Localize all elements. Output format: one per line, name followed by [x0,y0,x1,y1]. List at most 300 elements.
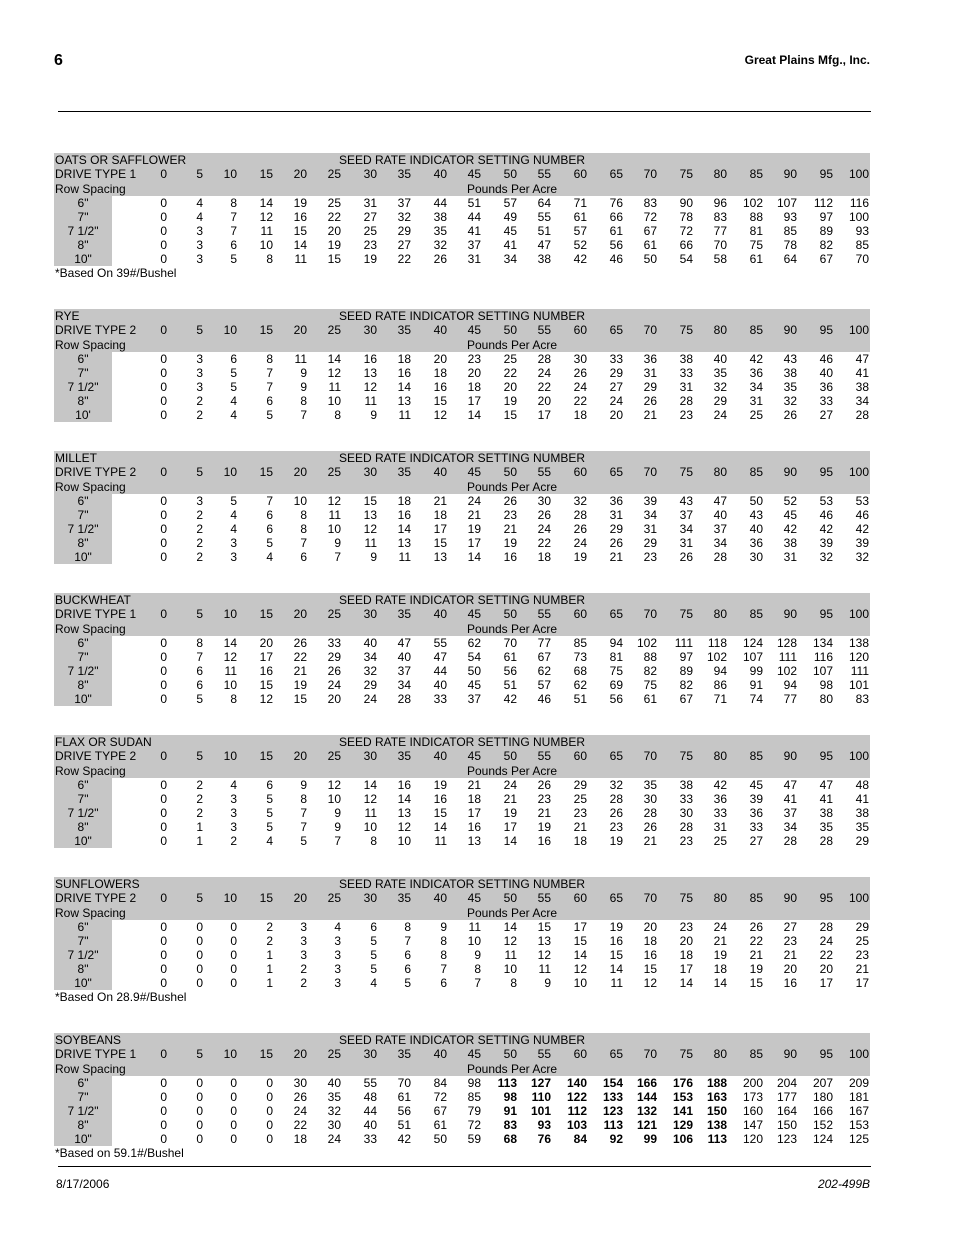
rate-value: 32 [397,210,411,224]
rate-value: 138 [848,636,869,650]
rate-value: 76 [537,1132,551,1146]
table-row [54,678,870,692]
rate-value: 19 [609,920,623,934]
row-spacing-row [54,182,870,196]
rate-value: 5 [404,976,411,990]
rate-value: 160 [742,1104,763,1118]
row-spacing-label: Row Spacing [55,338,126,352]
rate-value: 58 [713,252,727,266]
rate-value: 13 [537,934,551,948]
rate-value: 20 [643,920,657,934]
table-row [54,550,870,564]
rate-value: 33 [819,394,833,408]
rate-value: 22 [503,366,517,380]
rate-value: 0 [160,550,167,564]
rate-value: 28 [537,352,551,366]
setting-number: 55 [537,323,551,337]
rate-value: 26 [327,664,341,678]
rate-value: 18 [397,494,411,508]
rate-value: 10 [327,394,341,408]
rate-value: 0 [230,1076,237,1090]
rate-value: 4 [334,920,341,934]
setting-number: 80 [713,465,727,479]
rate-value: 0 [160,934,167,948]
rate-value: 22 [327,210,341,224]
setting-number: 20 [293,749,307,763]
row-spacing-value: 6" [54,778,112,792]
rate-value: 20 [783,962,797,976]
rate-value: 7 [474,976,481,990]
rate-value: 17 [259,650,273,664]
rate-value: 34 [713,536,727,550]
rate-value: 22 [293,1118,307,1132]
rate-value: 116 [813,650,833,664]
rate-value: 17 [433,522,447,536]
rate-value: 107 [776,196,797,210]
setting-number: 100 [848,891,869,905]
rate-value: 55 [537,210,551,224]
rate-value: 61 [573,210,587,224]
rate-value: 110 [531,1090,551,1104]
rate-value: 64 [783,252,797,266]
rate-value: 0 [160,1090,167,1104]
rate-value: 0 [160,806,167,820]
rate-value: 14 [327,352,341,366]
setting-number: 90 [783,891,797,905]
rate-value: 6 [404,948,411,962]
rate-value: 36 [713,792,727,806]
setting-number: 80 [713,607,727,621]
setting-number: 15 [259,607,273,621]
rate-value: 0 [160,366,167,380]
rate-value: 21 [643,408,657,422]
rate-value: 0 [160,1104,167,1118]
rate-value: 15 [537,920,551,934]
rate-value: 0 [160,522,167,536]
setting-number: 100 [848,1047,869,1061]
rate-value: 25 [573,792,587,806]
rate-value: 9 [334,820,341,834]
setting-number: 95 [819,891,833,905]
rate-value: 0 [266,1132,273,1146]
rate-value: 3 [334,962,341,976]
rate-value: 48 [363,1090,377,1104]
rate-value: 112 [813,196,833,210]
setting-number: 60 [573,891,587,905]
rate-value: 14 [609,962,623,976]
rate-value: 31 [679,380,693,394]
setting-number: 75 [679,749,693,763]
rate-value: 15 [433,806,447,820]
rate-value: 13 [363,508,377,522]
rate-value: 56 [397,1104,411,1118]
setting-number: 85 [749,323,763,337]
row-spacing-label: Row Spacing [55,906,126,920]
rate-value: 88 [643,650,657,664]
setting-number: 85 [749,607,763,621]
rate-value: 75 [749,238,763,252]
rate-value: 2 [196,778,203,792]
rate-value: 6 [404,962,411,976]
rate-value: 28 [643,806,657,820]
rate-value: 147 [742,1118,763,1132]
rate-value: 3 [230,536,237,550]
drive-type: DRIVE TYPE 1 [55,1047,137,1061]
rate-value: 35 [783,380,797,394]
rate-value: 11 [364,806,377,820]
rate-value: 51 [467,196,481,210]
rate-value: 14 [433,820,447,834]
rate-value: 72 [433,1090,447,1104]
rate-value: 13 [397,394,411,408]
rate-value: 35 [433,224,447,238]
rate-value: 29 [573,778,587,792]
rate-value: 0 [160,834,167,848]
rate-value: 0 [160,508,167,522]
rate-value: 14 [573,948,587,962]
rate-value: 61 [433,1118,447,1132]
rate-value: 6 [266,508,273,522]
company-name: Great Plains Mfg., Inc. [744,53,870,67]
rate-value: 3 [300,948,307,962]
rate-value: 77 [713,224,727,238]
rate-value: 21 [433,494,447,508]
setting-number: 25 [327,749,341,763]
header-rule [58,111,871,112]
rate-value: 96 [713,196,727,210]
rate-value: 68 [573,664,587,678]
rate-value: 32 [433,238,447,252]
rate-value: 17 [537,408,551,422]
crop-name: SOYBEANS [55,1033,122,1047]
rate-value: 5 [266,806,273,820]
rate-value: 98 [819,678,833,692]
setting-number: 70 [643,607,657,621]
rate-value: 1 [196,820,203,834]
rate-value: 53 [855,494,869,508]
table-row [54,380,870,394]
rate-value: 75 [609,664,623,678]
table-row [54,792,870,806]
setting-number: 50 [503,465,517,479]
rate-value: 0 [160,1118,167,1132]
rate-value: 10 [327,522,341,536]
rate-value: 7 [440,962,447,976]
row-spacing-value: 6" [54,920,112,934]
rate-value: 85 [855,238,869,252]
rate-value: 150 [706,1104,727,1118]
rate-value: 31 [609,508,623,522]
rate-value: 0 [196,948,203,962]
rate-value: 34 [503,252,517,266]
setting-number: 35 [397,167,411,181]
rate-value: 46 [537,692,551,706]
setting-number: 0 [160,607,167,621]
rate-value: 188 [706,1076,727,1090]
rate-value: 107 [812,664,833,678]
rate-value: 82 [679,678,693,692]
setting-number: 85 [749,465,763,479]
rate-value: 12 [573,962,587,976]
rate-value: 7 [300,820,307,834]
drive-type-row [54,323,870,338]
rate-value: 17 [679,962,693,976]
rate-value: 98 [503,1090,517,1104]
rate-value: 19 [293,678,307,692]
setting-number: 95 [819,749,833,763]
pounds-per-acre-label: Pounds Per Acre [466,480,558,494]
rate-value: 29 [643,380,657,394]
rate-value: 42 [713,778,727,792]
rate-value: 5 [196,692,203,706]
rate-value: 14 [713,976,727,990]
rate-value: 14 [397,792,411,806]
crop-header-row [54,451,870,465]
crop-name: MILLET [55,451,98,465]
rate-value: 11 [328,508,341,522]
rate-value: 36 [749,806,763,820]
row-spacing-value: 10' [54,408,112,422]
rate-value: 42 [819,522,833,536]
rate-value: 15 [293,692,307,706]
rate-value: 30 [749,550,763,564]
rate-value: 12 [259,210,273,224]
rate-value: 16 [783,976,797,990]
drive-type-row [54,607,870,622]
setting-number: 25 [327,323,341,337]
rate-value: 3 [196,238,203,252]
rate-value: 113 [707,1132,727,1146]
rate-value: 21 [643,834,657,848]
drive-type: DRIVE TYPE 2 [55,749,137,763]
rate-value: 7 [300,536,307,550]
rate-value: 54 [467,650,481,664]
row-spacing-value: 10" [54,692,112,706]
rate-value: 28 [819,834,833,848]
rate-value: 2 [196,522,203,536]
rate-value: 72 [643,210,657,224]
rate-value: 81 [749,224,763,238]
rate-value: 21 [467,778,481,792]
rate-value: 8 [300,792,307,806]
rate-value: 30 [643,792,657,806]
rate-value: 28 [573,508,587,522]
setting-number: 25 [327,607,341,621]
rate-value: 2 [196,536,203,550]
rate-value: 11 [260,224,273,238]
rate-value: 73 [573,650,587,664]
rate-value: 46 [819,508,833,522]
rate-value: 13 [397,536,411,550]
rate-value: 38 [855,806,869,820]
rate-value: 28 [679,394,693,408]
table-row [54,778,870,792]
rate-value: 72 [467,1118,481,1132]
rate-value: 26 [573,366,587,380]
crop-table [54,1033,870,1160]
rate-value: 21 [537,806,551,820]
rate-value: 12 [433,408,447,422]
rate-value: 2 [196,806,203,820]
footer-date: 8/17/2006 [56,1177,110,1191]
row-spacing-value: 10" [54,834,112,848]
pounds-per-acre-label: Pounds Per Acre [466,1062,558,1076]
table-row [54,352,870,366]
rate-value: 37 [679,508,693,522]
rate-value: 15 [433,394,447,408]
rate-value: 5 [370,934,377,948]
rate-value: 51 [573,692,587,706]
rate-value: 2 [196,508,203,522]
rate-value: 46 [609,252,623,266]
setting-number: 95 [819,1047,833,1061]
crop-table [54,593,870,706]
rate-value: 11 [328,380,341,394]
row-spacing-row [54,1062,870,1076]
rate-value: 29 [327,650,341,664]
setting-number: 95 [819,323,833,337]
rate-value: 50 [749,494,763,508]
rate-value: 163 [706,1090,727,1104]
rate-value: 30 [327,1118,341,1132]
rate-value: 21 [293,664,307,678]
table-row [54,934,870,948]
rate-value: 0 [160,238,167,252]
rate-value: 102 [742,196,763,210]
row-spacing-value: 8" [54,536,112,550]
rate-value: 50 [643,252,657,266]
rate-value: 34 [397,678,411,692]
rate-value: 24 [327,678,341,692]
drive-type-row [54,749,870,764]
rate-value: 0 [160,962,167,976]
setting-number: 30 [363,323,377,337]
rate-value: 8 [300,508,307,522]
rate-value: 18 [433,366,447,380]
setting-number: 65 [609,749,623,763]
rate-value: 134 [812,636,833,650]
bushel-weight-note: *Based on 59.1#/Bushel [55,1146,184,1160]
rate-value: 11 [504,948,517,962]
rate-value: 23 [643,550,657,564]
table-row [54,1090,870,1104]
rate-value: 35 [713,366,727,380]
table-row [54,664,870,678]
rate-value: 86 [713,678,727,692]
table-row [54,252,870,266]
row-spacing-value: 10" [54,1132,112,1146]
rate-value: 125 [848,1132,869,1146]
rate-value: 40 [327,1076,341,1090]
rate-value: 47 [819,778,833,792]
setting-number: 10 [223,323,237,337]
rate-value: 22 [819,948,833,962]
rate-value: 19 [503,806,517,820]
rate-value: 38 [819,806,833,820]
rate-value: 6 [196,678,203,692]
rate-value: 61 [749,252,763,266]
rate-value: 3 [230,820,237,834]
setting-number: 50 [503,1047,517,1061]
row-spacing-value: 10" [54,252,112,266]
rate-value: 13 [467,834,481,848]
rate-value: 31 [749,394,763,408]
rate-value: 12 [223,650,237,664]
rate-value: 101 [530,1104,551,1118]
rate-value: 17 [467,394,481,408]
rate-value: 150 [776,1118,797,1132]
rate-value: 0 [196,962,203,976]
rate-value: 43 [749,508,763,522]
rate-value: 10 [293,494,307,508]
rate-value: 7 [196,650,203,664]
rate-value: 14 [363,778,377,792]
rate-value: 13 [363,366,377,380]
rate-value: 5 [300,834,307,848]
row-spacing-value: 7 1/2" [54,664,112,678]
rate-value: 33 [363,1132,377,1146]
setting-number: 25 [327,465,341,479]
pounds-per-acre-label: Pounds Per Acre [466,906,558,920]
setting-number: 75 [679,167,693,181]
setting-number: 60 [573,323,587,337]
rate-value: 16 [397,778,411,792]
rate-value: 0 [160,976,167,990]
rate-value: 3 [196,352,203,366]
rate-value: 11 [398,408,411,422]
rate-value: 167 [848,1104,869,1118]
rate-value: 61 [643,238,657,252]
rate-value: 7 [334,550,341,564]
rate-value: 45 [503,224,517,238]
rate-value: 93 [537,1118,551,1132]
rate-value: 55 [363,1076,377,1090]
rate-value: 47 [537,238,551,252]
rate-value: 2 [196,408,203,422]
table-row [54,692,870,706]
table-row [54,820,870,834]
rate-value: 5 [266,820,273,834]
rate-value: 38 [433,210,447,224]
table-row [54,976,870,990]
setting-number: 45 [467,323,481,337]
rate-value: 24 [467,494,481,508]
rate-value: 56 [609,692,623,706]
setting-number: 65 [609,465,623,479]
rate-value: 24 [819,934,833,948]
rate-value: 61 [643,692,657,706]
rate-value: 0 [160,394,167,408]
setting-number: 95 [819,167,833,181]
rate-value: 40 [363,636,377,650]
crop-header-row [54,1033,870,1047]
rate-value: 0 [196,1118,203,1132]
row-spacing-label: Row Spacing [55,1062,126,1076]
rate-value: 0 [160,1076,167,1090]
table-row [54,494,870,508]
row-spacing-value: 8" [54,820,112,834]
rate-value: 56 [503,664,517,678]
rate-value: 9 [370,550,377,564]
rate-value: 45 [467,678,481,692]
rate-value: 10 [327,792,341,806]
rate-value: 18 [713,962,727,976]
rate-value: 123 [776,1132,797,1146]
rate-value: 19 [503,394,517,408]
rate-value: 102 [776,664,797,678]
rate-value: 153 [848,1118,869,1132]
rate-value: 207 [812,1076,833,1090]
